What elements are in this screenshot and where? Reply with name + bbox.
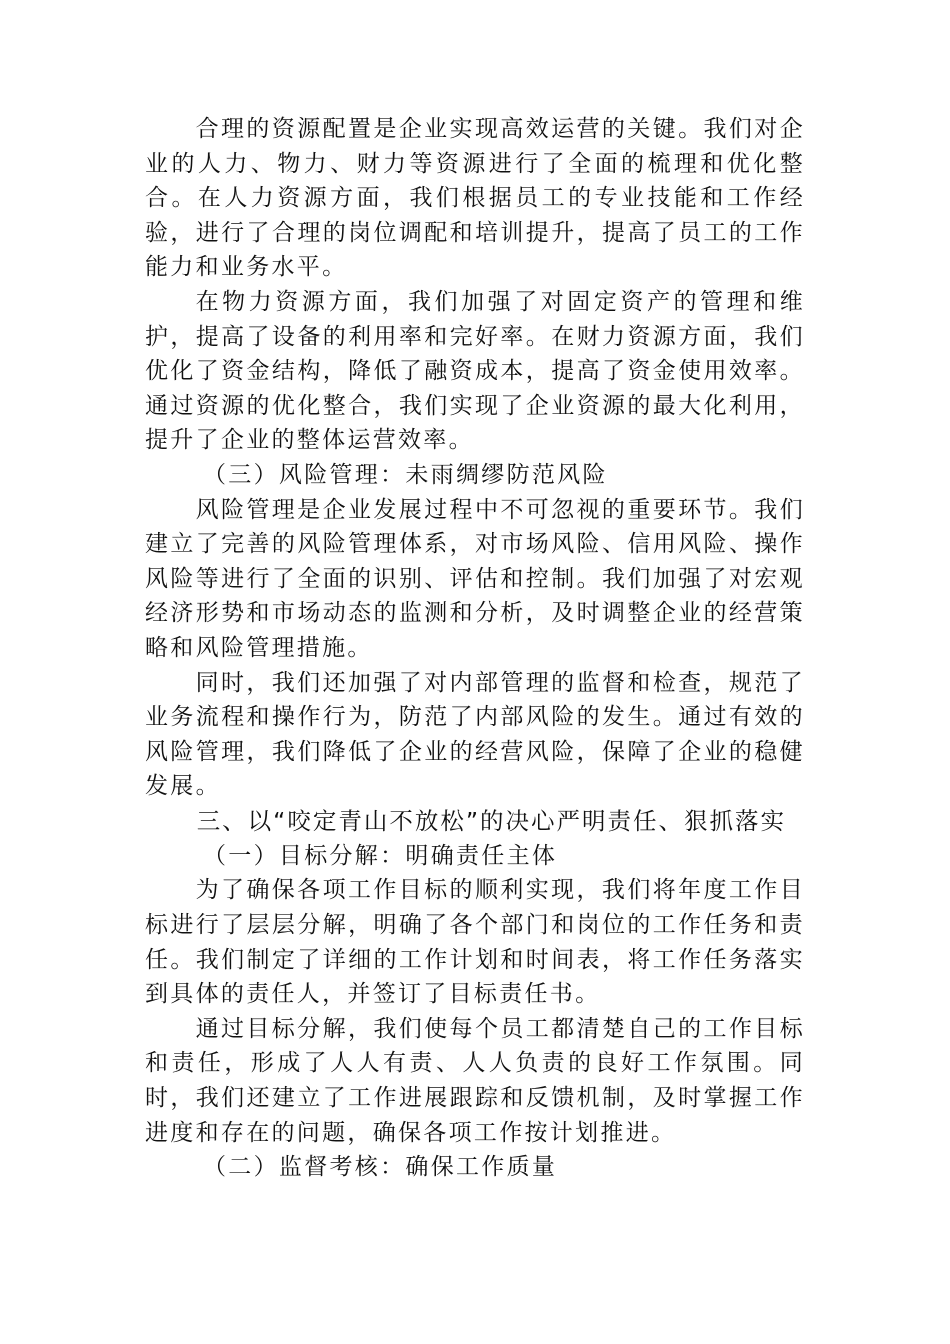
- paragraph-risk-system: 风险管理是企业发展过程中不可忽视的重要环节。我们建立了完善的风险管理体系，对市场风险、信用风险、操作风险等进行了全面的识别、评估和控制。我们加强了对宏观经济形势和市场动态的监测和分析，及时调整企业的经营策略和风险管理措施。: [145, 496, 805, 661]
- paragraph-target-breakdown: 为了确保各项工作目标的顺利实现，我们将年度工作目标进行了层层分解，明确了各个部门和岗位的工作任务和责任。我们制定了详细的工作计划和时间表，将工作任务落实到具体的责任人，并签订了目标责任书。: [145, 877, 805, 1008]
- section-heading-responsibility: 三、以“咬定青山不放松”的决心严明责任、狠抓落实: [196, 806, 787, 835]
- document-page: [145, 112, 805, 1185]
- paragraph-internal-control: 同时，我们还加强了对内部管理的监督和检查，规范了业务流程和操作行为，防范了内部风险的发生。通过有效的风险管理，我们降低了企业的经营风险，保障了企业的稳健发展。: [145, 669, 805, 800]
- paragraph-material-financial: 在物力资源方面，我们加强了对固定资产的管理和维护，提高了设备的利用率和完好率。在财力资源方面，我们优化了资金结构，降低了融资成本，提高了资金使用效率。通过资源的优化整合，我们实现了企业资源的最大化利用，提升了企业的整体运营效率。: [145, 288, 805, 454]
- subheading-target-breakdown: （一）目标分解：明确责任主体: [203, 842, 558, 869]
- paragraph-tracking-feedback: 通过目标分解，我们使每个员工都清楚自己的工作目标和责任，形成了人人有责、人人负责的良好工作氛围。同时，我们还建立了工作进展跟踪和反馈机制，及时掌握工作进度和存在的问题，确保各项工作按计划推进。: [145, 1015, 805, 1146]
- paragraph-resource-allocation: 合理的资源配置是企业实现高效运营的关键。我们对企业的人力、物力、财力等资源进行了全面的梳理和优化整合。在人力资源方面，我们根据员工的专业技能和工作经验，进行了合理的岗位调配和培训提升，提高了员工的工作能力和业务水平。: [145, 116, 805, 281]
- subheading-risk-management: （三）风险管理：未雨绸缪防范风险: [203, 461, 608, 488]
- subheading-supervision: （二）监督考核：确保工作质量: [203, 1154, 558, 1181]
